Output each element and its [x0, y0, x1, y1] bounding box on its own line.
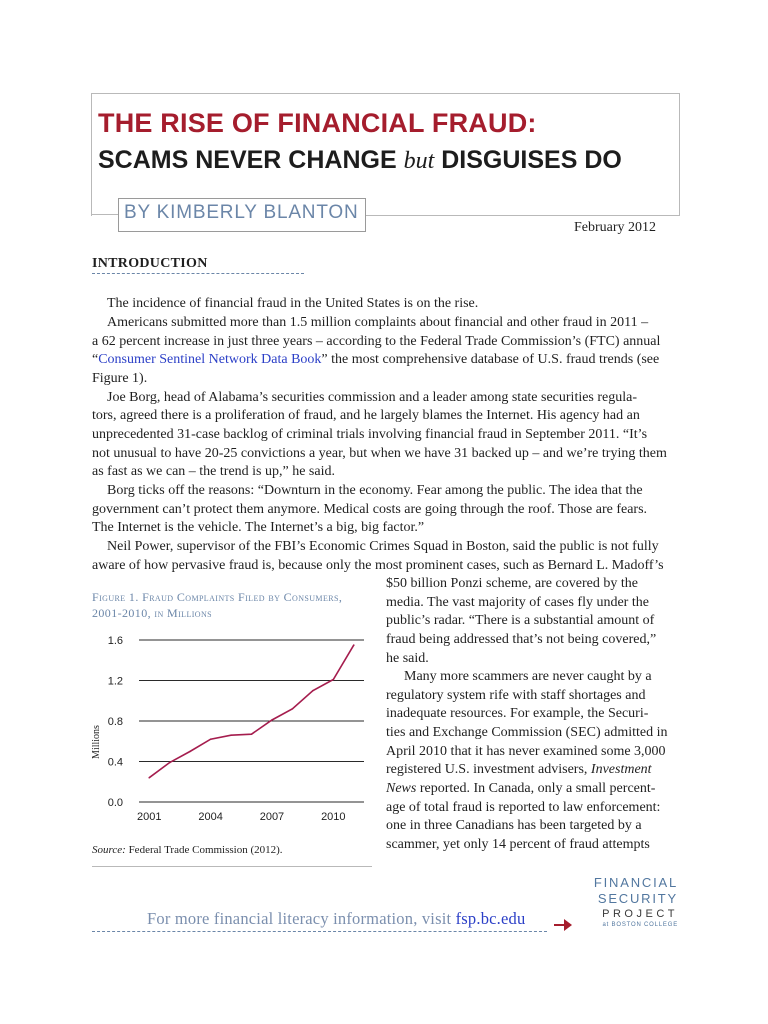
subtitle-part-a: SCAMS NEVER CHANGE: [98, 146, 397, 174]
fraud-complaints-chart: [88, 628, 368, 828]
data-point: [271, 719, 273, 721]
column-line: he said.: [386, 651, 429, 666]
figure-source: [92, 844, 283, 856]
y-tick-label: 0.4: [107, 756, 123, 769]
chart-series: [148, 644, 354, 778]
figure-caption-line-1: Figure 1. Fraud Complaints Filed by Consumers,: [92, 590, 343, 604]
column-line: regulatory system rife with staff shortages and: [386, 688, 646, 703]
y-tick-label: 0.8: [107, 716, 123, 728]
chart-grid: [139, 640, 364, 802]
column-line: [386, 780, 655, 799]
arrow-right-icon: [553, 917, 575, 933]
footer-label: For more financial literacy information, visit: [147, 909, 456, 928]
x-tick-label: 2001: [136, 811, 162, 823]
column-line: public’s radar. “There is a substantial amount of: [386, 613, 655, 628]
source-text: Federal Trade Commission (2012).: [125, 844, 283, 856]
x-tick-label: 2004: [198, 811, 223, 823]
body-line: tors, agreed there is a proliferation of fraud, and he largely blames the Internet. His agency had an: [92, 408, 640, 423]
body-line-rest: ” the most comprehensive database of U.S. fraud trends (see: [321, 352, 660, 367]
chart-x-ticks: [137, 811, 346, 823]
data-point: [312, 690, 314, 692]
byline-connector: [92, 214, 118, 215]
series-line: [149, 645, 354, 778]
byline: BY KIMBERLY BLANTON: [124, 202, 359, 223]
body-line: a 62 percent increase in just three years – according to the Federal Trade Commission’s (FTC) annual: [92, 334, 661, 349]
x-tick-label: 2010: [321, 811, 346, 823]
chart-y-ticks: [108, 635, 123, 809]
column-text: reported. In Canada, only a small percent-: [419, 781, 656, 796]
body-line: Americans submitted more than 1.5 million complaints about financial and other fraud in 2011 –: [107, 315, 649, 330]
figure-caption: [92, 589, 342, 621]
body-line: The Internet is the vehicle. The Internet’s a big, big factor.”: [92, 520, 425, 535]
column-line: $50 billion Ponzi scheme, are covered by the: [386, 576, 638, 591]
body-line: The incidence of financial fraud in the United States is on the rise.: [107, 296, 479, 311]
body-line: government can’t protect them anymore. Medical costs are going through the roof. Those are fears.: [92, 502, 648, 517]
x-tick-label: 2007: [259, 811, 285, 823]
body-line: [92, 351, 659, 370]
data-point: [251, 733, 253, 735]
data-point: [230, 734, 232, 736]
data-point: [189, 751, 191, 753]
footer-divider: [92, 931, 547, 932]
footer-text: [147, 909, 525, 929]
column-line: April 2010 that it has never examined some 3,000: [386, 744, 666, 759]
body-line: Figure 1).: [92, 371, 148, 386]
section-heading: INTRODUCTION: [92, 256, 208, 271]
footer-link[interactable]: fsp.bc.edu: [455, 909, 526, 928]
body-line: as fast as we can – the trend is up,” he said.: [92, 464, 335, 479]
page-title: THE RISE OF FINANCIAL FRAUD:: [98, 108, 537, 138]
data-point: [333, 679, 335, 681]
publication-name: Investment: [590, 762, 652, 777]
column-text: registered U.S. investment advisers,: [386, 762, 588, 777]
logo-line-3: PROJECT: [602, 908, 678, 920]
data-point: [292, 708, 294, 710]
y-tick-label: 1.2: [107, 675, 123, 688]
y-tick-label: 0.0: [107, 797, 123, 809]
fsp-logo: [590, 875, 678, 930]
column-line: one in three Canadians has been targeted by a: [386, 818, 642, 833]
data-point: [353, 644, 355, 646]
quote-open: “: [92, 352, 99, 367]
logo-line-1: FINANCIAL: [593, 875, 678, 890]
publication-date: February 2012: [574, 220, 657, 235]
body-line: not unusual to have 20-25 convictions a year, but when we have 31 backed up – and we’re trying them: [92, 446, 667, 461]
column-line: Many more scammers are never caught by a: [404, 669, 652, 684]
column-line: media. The vast majority of cases fly under the: [386, 595, 649, 610]
column-line: fraud being addressed that’s not being covered,”: [386, 632, 657, 647]
column-line: age of total fraud is reported to law enforcement:: [386, 800, 661, 815]
logo-line-2: SECURITY: [597, 891, 678, 906]
y-tick-label: 1.6: [107, 635, 123, 647]
column-line: [386, 761, 652, 780]
body-line: unprecedented 31-case backlog of criminal trials involving financial fraud in September 2011. “It’s: [92, 427, 648, 442]
subtitle-part-b: DISGUISES DO: [441, 146, 622, 174]
figure-caption-line-2: 2001-2010, in Millions: [92, 606, 213, 620]
column-line: ties and Exchange Commission (SEC) admitted in: [386, 725, 668, 740]
body-line: Joe Borg, head of Alabama’s securities commission and a leader among state securities regula-: [107, 390, 638, 405]
source-label: Source:: [92, 844, 126, 856]
body-line: aware of how pervasive fraud is, because only the most prominent cases, such as Bernard L. Madoff’s: [92, 558, 664, 573]
figure-rule: [92, 866, 372, 867]
section-divider: [92, 273, 304, 274]
chart-y-label: Millions: [91, 725, 102, 759]
publication-name-2: News: [386, 781, 417, 796]
column-line: inadequate resources. For example, the Securi-: [386, 706, 649, 721]
body-line: Neil Power, supervisor of the FBI’s Economic Crimes Squad in Boston, said the public is not fully: [107, 539, 659, 554]
page-subtitle: [98, 146, 622, 175]
column-line: scammer, yet only 14 percent of fraud attempts: [386, 837, 650, 852]
data-point: [148, 777, 150, 779]
body-line: Borg ticks off the reasons: “Downturn in the economy. Fear among the public. The idea that the: [107, 483, 643, 498]
data-point: [210, 738, 212, 740]
logo-line-4: at BOSTON COLLEGE: [602, 922, 678, 928]
subtitle-but: but: [403, 148, 435, 174]
data-book-link[interactable]: Consumer Sentinel Network Data Book: [98, 352, 322, 367]
data-point: [169, 762, 171, 764]
